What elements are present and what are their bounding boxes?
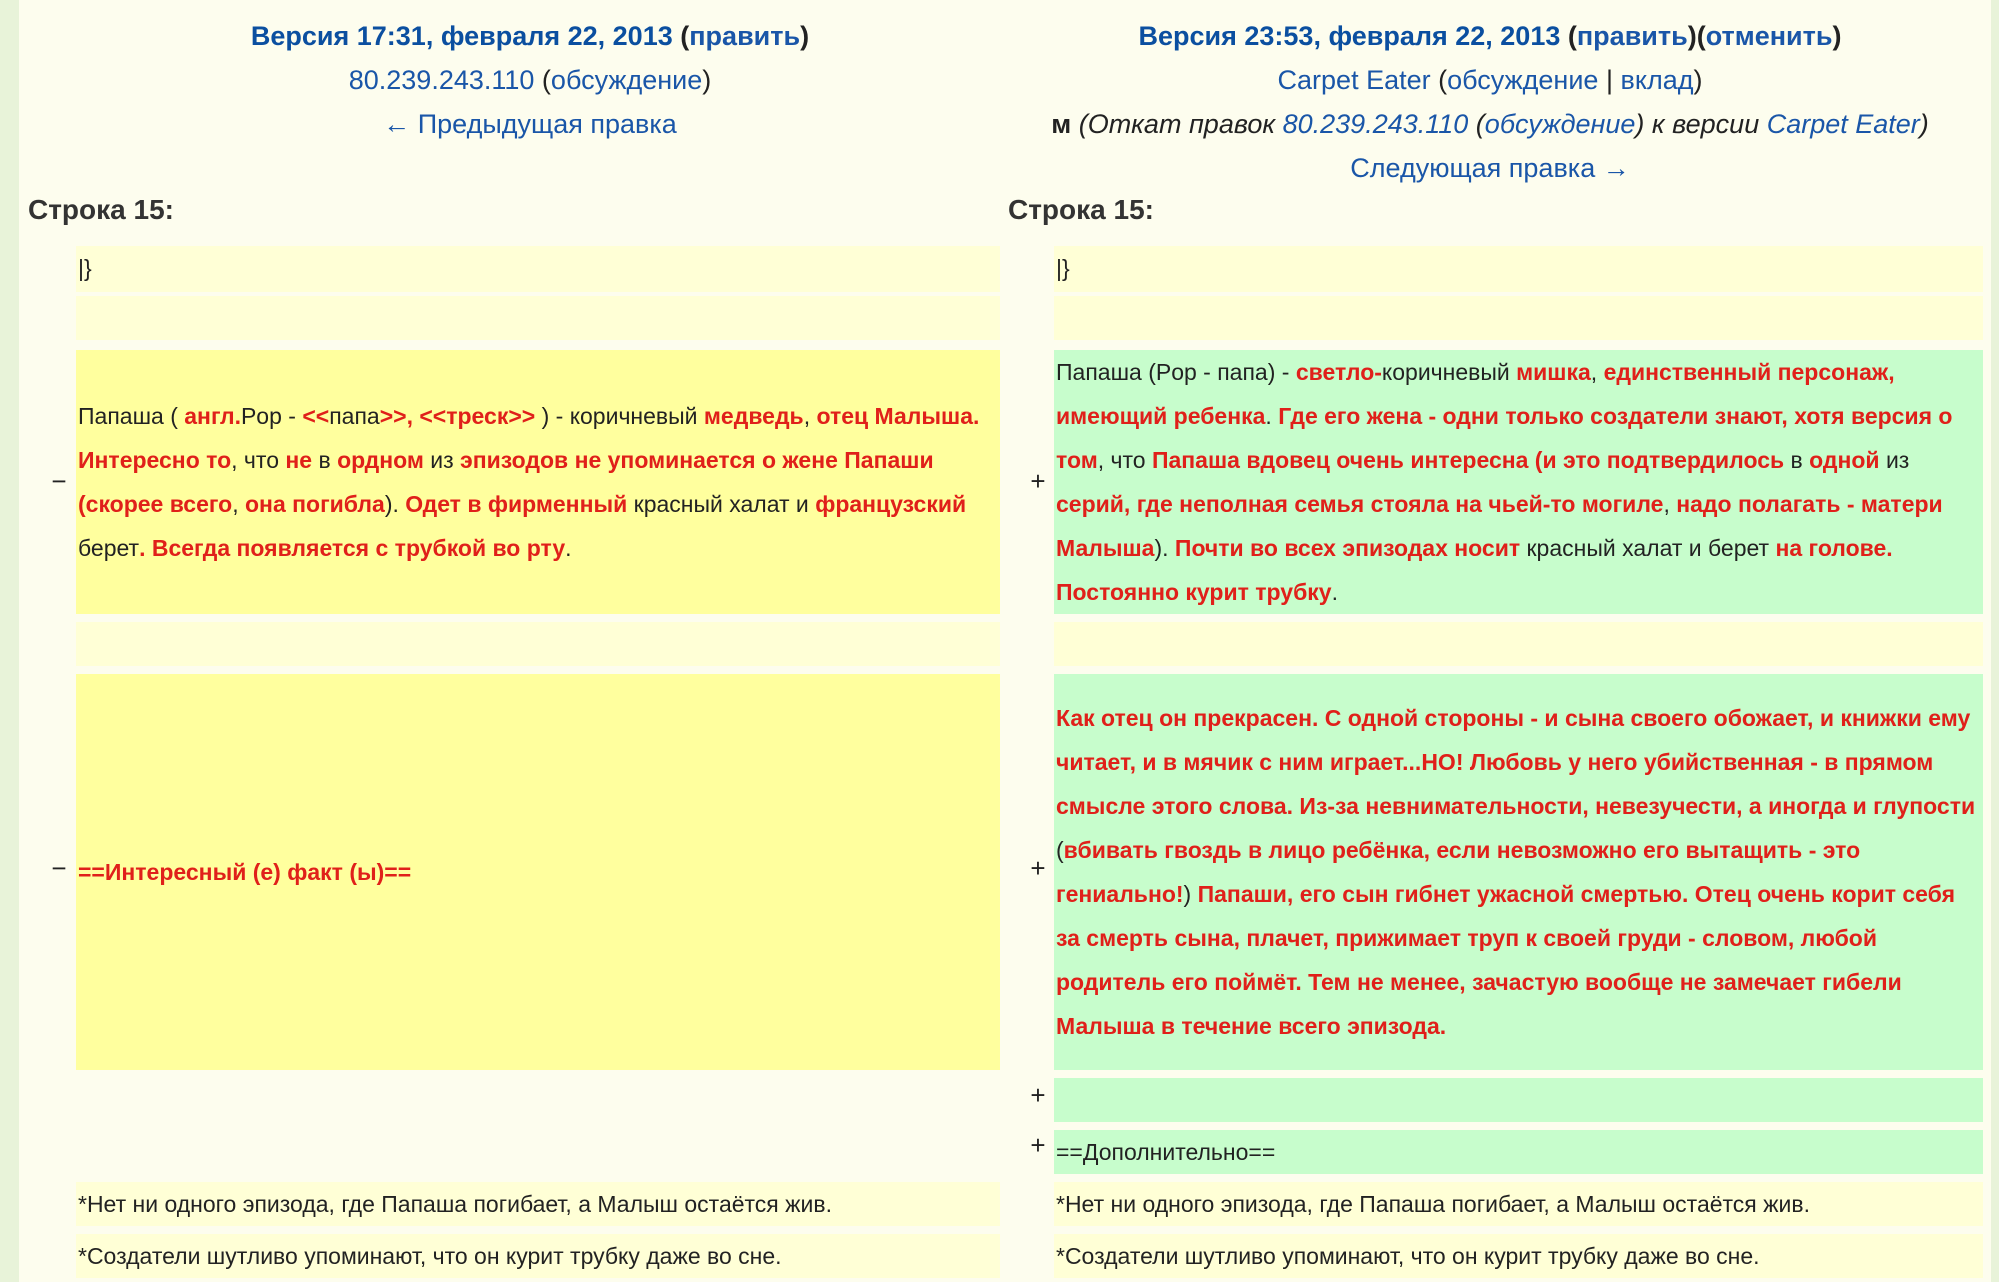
- old-line-number: Строка 15:: [28, 194, 174, 225]
- old-edit-link[interactable]: править: [689, 21, 801, 51]
- deleted-paragraph: Папаша ( англ.Pop - <<папа>>, <<треск>> ) - коричневый медведь, отец Малыша. Интересно то, что не в ордном из эпизодов не упоминается о жене Папаши (скорее всего, она погибла). Одет в фирменный красный халат и французский берет. Всегда появляется с трубкой во рту.: [76, 350, 1000, 614]
- old-revision-header: Версия 17:31, февраля 22, 2013 (править) 80.239.243.110 (обсуждение) ← Предыдущая правка: [250, 21, 810, 139]
- old-empty-context-line: [76, 296, 1000, 340]
- new-talk-link[interactable]: обсуждение: [1447, 65, 1599, 95]
- previous-edit-link[interactable]: ← Предыдущая правка: [383, 109, 677, 139]
- separator: |: [1605, 65, 1613, 95]
- summary-talk-link[interactable]: обсуждение: [1484, 109, 1636, 139]
- new-revision-link[interactable]: Версия 23:53, февраля 22, 2013: [1138, 21, 1561, 51]
- added-marker-4: +: [1030, 1130, 1046, 1160]
- new-context-fact-1: *Нет ни одного эпизода, где Папаша погибает, а Малыш остаётся жив.: [1054, 1182, 1983, 1226]
- old-empty-context-line-2: [76, 622, 1000, 666]
- added-marker-2: +: [1030, 853, 1046, 883]
- added-heading: ==Дополнительно==: [1054, 1130, 1983, 1174]
- deleted-marker: −: [51, 466, 67, 496]
- edit-summary: (Откат правок 80.239.243.110 (обсуждение) к версии Carpet Eater): [1078, 109, 1929, 139]
- contrib-link[interactable]: вклад: [1620, 65, 1694, 95]
- new-empty-context-line-2: [1054, 622, 1983, 666]
- deleted-heading: ==Интересный (е) факт (ы)==: [76, 674, 1000, 1070]
- old-revision-link[interactable]: Версия 17:31, февраля 22, 2013: [250, 21, 673, 51]
- old-talk-link[interactable]: обсуждение: [550, 65, 703, 95]
- new-line-number: Строка 15:: [1008, 194, 1154, 225]
- added-paragraph-2: Как отец он прекрасен. С одной стороны - и сына своего обожает, и книжки ему читает, и в мячик с ним играет...НО! Любовь у него убийственная - в прямом смысле этого слова. Из-за невнимательности, невезучести, а иногда и глупости (вбивать гвоздь в лицо ребёнка, если невозможно его вытащить - это гениально!) Папаши, его сын гибнет ужасной смертью. Отец очень корит себя за смерть сына, плачет, прижимает труп к своей груди - словом, любой родитель его поймёт. Тем не менее, зачастую вообще не замечает гибели Малыша в течение всего эпизода.: [1054, 674, 1983, 1070]
- added-marker-3: +: [1030, 1080, 1046, 1110]
- old-context-fact-2: *Создатели шутливо упоминают, что он курит трубку даже во сне.: [76, 1234, 1000, 1278]
- new-empty-context-line: [1054, 296, 1983, 340]
- undo-link[interactable]: отменить: [1705, 21, 1833, 51]
- new-context-line: |}: [1054, 246, 1983, 292]
- summary-version-user-link[interactable]: Carpet Eater: [1766, 109, 1920, 139]
- summary-user-link[interactable]: 80.239.243.110: [1282, 109, 1469, 139]
- new-revision-header: Версия 23:53, февраля 22, 2013 (править)(отменить) Carpet Eater (обсуждение | вклад) м (Откат правок 80.239.243.110 (обсуждение) к версии Carpet Eater) Следующая правка →: [1051, 21, 1929, 183]
- added-empty-line: [1054, 1078, 1983, 1122]
- new-edit-link[interactable]: править: [1576, 21, 1688, 51]
- deleted-marker-2: −: [51, 853, 67, 883]
- left-frame: [0, 0, 19, 1282]
- new-user-link[interactable]: Carpet Eater: [1277, 65, 1431, 95]
- old-context-line: |}: [76, 246, 1000, 292]
- right-frame: [1991, 0, 1999, 1282]
- old-user-link[interactable]: 80.239.243.110: [348, 65, 535, 95]
- old-context-fact-1: *Нет ни одного эпизода, где Папаша погибает, а Малыш остаётся жив.: [76, 1182, 1000, 1226]
- added-paragraph: Папаша (Pop - папа) - светло-коричневый мишка, единственный персонаж, имеющий ребенка. Где его жена - одни только создатели знают, хотя версия о том, что Папаша вдовец очень интересна (и это подтвердилось в одной из серий, где неполная семья стояла на чьей-то могиле, надо полагать - матери Малыша). Почти во всех эпизодах носит красный халат и берет на голове. Постоянно курит трубку.: [1054, 350, 1983, 614]
- added-marker: +: [1030, 466, 1046, 496]
- next-edit-link[interactable]: Следующая правка →: [1350, 153, 1630, 183]
- new-context-fact-2: *Создатели шутливо упоминают, что он курит трубку даже во сне.: [1054, 1234, 1983, 1278]
- minor-edit-flag: м: [1051, 109, 1072, 139]
